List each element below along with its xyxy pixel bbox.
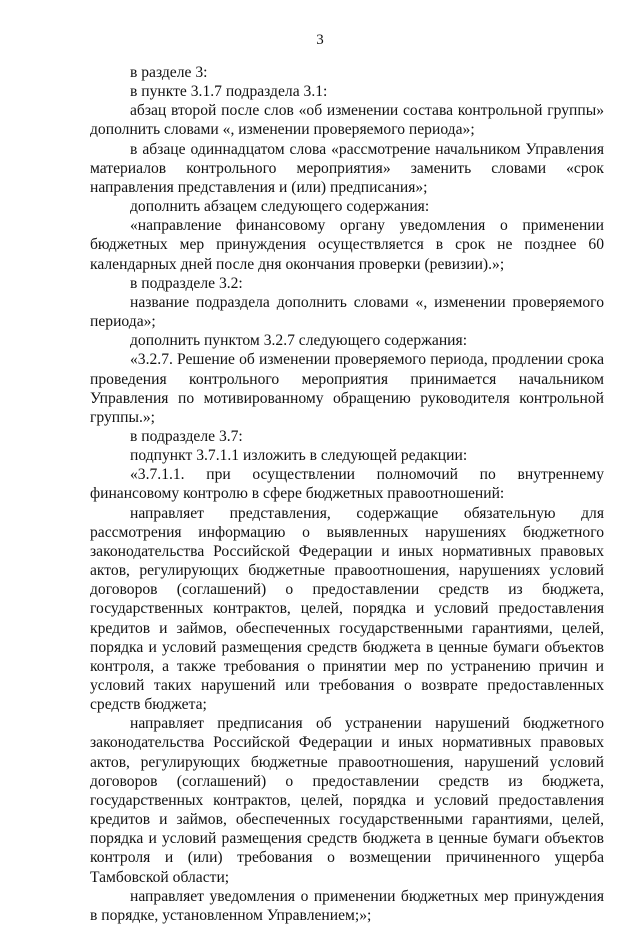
paragraph: «3.2.7. Решение об изменении проверяемого периода, продлении срока проведения контрольного мероприятия принимается начальником Управления по мотивированному обращению руководителя контрольной группы.»; bbox=[90, 351, 604, 426]
paragraph: дополнить абзацем следующего содержания: bbox=[130, 198, 430, 216]
paragraph: абзац второй после слов «об изменении состава контрольной группы» дополнить словами «, изменении проверяемого периода»; bbox=[90, 102, 604, 139]
paragraph: направляет уведомления о применении бюджетных мер принуждения в порядке, установленном Управлением;»; bbox=[90, 887, 604, 924]
paragraph: название подраздела дополнить словами «, изменении проверяемого периода»; bbox=[90, 293, 604, 331]
paragraph: в абзаце одиннадцатом слова «рассмотрение начальником Управления материалов контрольного мероприятия» заменить словами «срок направления представления и (или) предписания»; bbox=[90, 140, 604, 196]
paragraph: дополнить пунктом 3.2.7 следующего содержания: bbox=[130, 332, 468, 350]
paragraph: подпункт 3.7.1.1 изложить в следующей редакции: bbox=[130, 447, 468, 465]
paragraph: в подразделе 3.7: bbox=[130, 427, 243, 445]
paragraph: в разделе 3: bbox=[130, 64, 208, 81]
paragraph: направляет предписания об устранении нарушений бюджетного законодательства Российской Федерации и иных нормативных правовых актов, регулирующих бюджетные правоотношения, нарушений условий договоров (соглашений) о предоставлении средств из бюджета, государственных контрактов, целей, порядка и условий предоставления кредитов и займов, обеспеченных государственными гарантиями, целей, порядка и условий размещения средств бюджета в ценные бумаги объектов контроля и (или) требования о возмещении причиненного ущерба Тамбовской области; bbox=[90, 715, 604, 886]
document-body bbox=[90, 63, 604, 925]
paragraph: «3.7.1.1. при осуществлении полномочий по внутреннему финансовому контролю в сфере бюджетных правоотношений: bbox=[90, 466, 604, 503]
paragraph: в пункте 3.1.7 подраздела 3.1: bbox=[130, 83, 328, 101]
paragraph: направляет представления, содержащие обязательную для рассмотрения информацию о выявленных нарушениях бюджетного законодательства Российской Федерации и иных нормативных правовых актов, регулирующих бюджетные правоотношения, нарушениях условий договоров (соглашений) о предоставлении средств из бюджета, государственных контрактов, целей, порядка и условий предоставления кредитов и займов, обеспеченных государственными гарантиями, целей, порядка и условий размещения средств бюджета в ценные бумаги объектов контроля, а также требования о принятии мер по устранению причин и условий таких нарушений или требования о возврате предоставленных средств бюджета; bbox=[90, 504, 604, 714]
paragraph: «направление финансовому органу уведомления о применении бюджетных мер принуждения осуществляется в срок не позднее 60 календарных дней после дня окончания проверки (ревизии).»; bbox=[90, 217, 604, 273]
page-number: 3 bbox=[316, 32, 324, 48]
paragraph: в подразделе 3.2: bbox=[130, 274, 243, 292]
